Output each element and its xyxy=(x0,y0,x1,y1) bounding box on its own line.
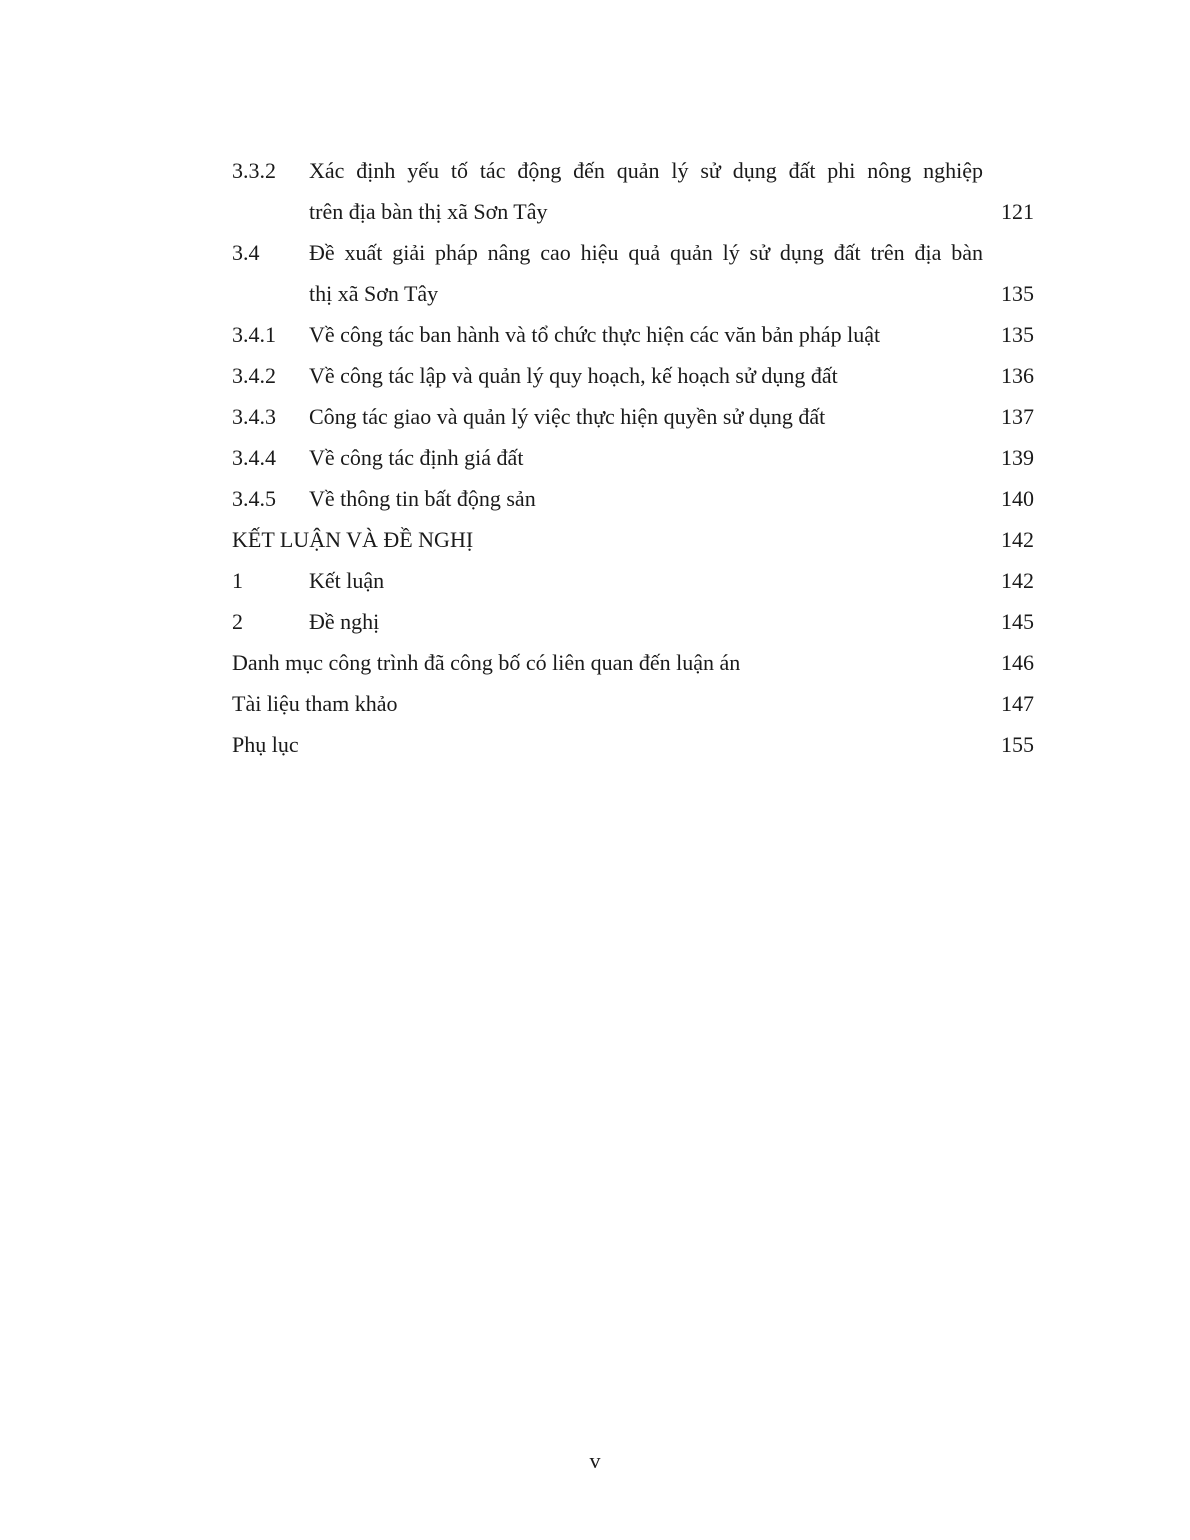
toc-entry-3-4-4 xyxy=(232,437,1034,478)
toc-entry-title-line2: thị xã Sơn Tây xyxy=(309,281,439,306)
toc-entry-title xyxy=(309,232,983,314)
toc-entry-appendix xyxy=(232,724,1034,765)
toc-entry-number: 3.4.3 xyxy=(232,404,276,429)
toc-entry-number: 3.4.4 xyxy=(232,445,276,470)
toc-entry-number: 3.4.1 xyxy=(232,322,276,347)
toc-entry-title: Về công tác lập và quản lý quy hoạch, kế hoạch sử dụng đất xyxy=(309,363,838,388)
toc-entry-number: 3.4 xyxy=(232,240,260,265)
toc-entry-title: Công tác giao và quản lý việc thực hiện quyền sử dụng đất xyxy=(309,404,826,429)
toc-entry-page: 135 xyxy=(1001,322,1034,347)
toc-entry-3-3-2 xyxy=(232,150,1034,232)
toc-entry-title: Kết luận xyxy=(309,568,385,593)
toc-entry-title: Về công tác ban hành và tổ chức thực hiện các văn bản pháp luật xyxy=(309,322,881,347)
toc-entry-conclusion-heading xyxy=(232,519,1034,560)
toc-entry-number: 3.4.2 xyxy=(232,363,276,388)
toc-entry-1 xyxy=(232,560,1034,601)
toc-entry-references xyxy=(232,683,1034,724)
toc-entry-title-line2: trên địa bàn thị xã Sơn Tây xyxy=(309,199,548,224)
toc-entry-page: 135 xyxy=(1001,281,1034,306)
toc-entry-page: 137 xyxy=(1001,404,1034,429)
toc-entry-number: 3.3.2 xyxy=(232,158,276,183)
toc-entry-page: 142 xyxy=(1001,568,1034,593)
toc-entry-number: 2 xyxy=(232,609,243,634)
toc-entry-3-4-1 xyxy=(232,314,1034,355)
toc-entry-3-4-2 xyxy=(232,355,1034,396)
toc-entry-title: Về thông tin bất động sản xyxy=(309,486,536,511)
toc-entry-title: Về công tác định giá đất xyxy=(309,445,524,470)
toc-entry-page: 121 xyxy=(1001,199,1034,224)
page-number-footer: v xyxy=(589,1448,601,1473)
toc-entry-title-line1: Xác định yếu tố tác động đến quản lý sử dụng đất phi nông nghiệp xyxy=(309,158,983,183)
table-of-contents xyxy=(232,150,1034,765)
toc-entry-3-4-5 xyxy=(232,478,1034,519)
toc-entry-page: 155 xyxy=(1001,732,1034,757)
toc-entry-page: 140 xyxy=(1001,486,1034,511)
toc-entry-3-4-3 xyxy=(232,396,1034,437)
toc-entry-2 xyxy=(232,601,1034,642)
toc-entry-3-4 xyxy=(232,232,1034,314)
toc-entry-title: Danh mục công trình đã công bố có liên quan đến luận án xyxy=(232,650,741,675)
toc-entry-page: 145 xyxy=(1001,609,1034,634)
toc-entry-title: Đề nghị xyxy=(309,609,380,634)
toc-entry-page: 147 xyxy=(1001,691,1034,716)
toc-entry-number: 3.4.5 xyxy=(232,486,276,511)
toc-entry-page: 142 xyxy=(1001,527,1034,552)
toc-entry-title-line1: Đề xuất giải pháp nâng cao hiệu quả quản lý sử dụng đất trên địa bàn xyxy=(309,240,983,265)
toc-entry-page: 139 xyxy=(1001,445,1034,470)
toc-entry-page: 146 xyxy=(1001,650,1034,675)
toc-entry-title: Phụ lục xyxy=(232,732,299,757)
toc-entry-title: KẾT LUẬN VÀ ĐỀ NGHỊ xyxy=(232,527,474,552)
toc-entry-number: 1 xyxy=(232,568,243,593)
toc-entry-publications xyxy=(232,642,1034,683)
toc-entry-title: Tài liệu tham khảo xyxy=(232,691,398,716)
toc-entry-page: 136 xyxy=(1001,363,1034,388)
toc-entry-title xyxy=(309,150,983,232)
